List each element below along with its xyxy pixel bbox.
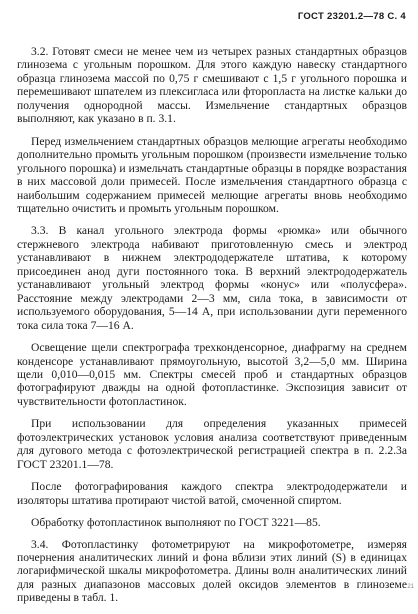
paragraph-plate-processing: Обработку фотопластинок выполняют по ГОСТ 3221—85.	[31, 516, 321, 530]
paragraph-3-4: 3.4. Фотопластинку фотометрируют на микрофотометре, измеряя почернения аналитических линий и фона вблизи этих линий (S) в единицах логарифмической шкалы микрофотометра. Длины волн аналитических линий для разных диапазонов массовых долей оксидов элементов в глиноземе приведены в табл. 1.	[17, 537, 407, 605]
page-header: ГОСТ 23201.2—78 С. 4	[297, 11, 406, 22]
corner-mark: 21	[407, 584, 414, 590]
body-text	[17, 45, 407, 614]
paragraph-after-photographing: После фотографирования каждого спектра электрододержатели и изоляторы штатива протирают чистой ватой, смоченной спиртом.	[17, 480, 407, 507]
paragraph-grinding-cleaning: Перед измельчением стандартных образцов мелющие агрегаты необходимо дополнительно промыть угольным порошком (произвести измельчение только угольного порошка) и измельчать стандартные образцы в порядке возрастания в них массовой доли примесей. После измельчения стандартного образца с наибольшим содержанием примесей мелющие агрегаты вновь необходимо тщательно очистить и промыть угольным порошком.	[17, 134, 407, 215]
paragraph-photoelectric: При использовании для определения указанных примесей фотоэлектрических установок условия анализа соответствуют приведенным для дугового метода с фотоэлектрической регистрацией спектра в п. 2.2.3а ГОСТ 23201.1—78.	[17, 417, 407, 471]
paragraph-3-2: 3.2. Готовят смеси не менее чем из четырех разных стандартных образцов глинозема с угольным порошком. Для этого каждую навеску стандартного образца глинозема массой по 0,75 г смешивают с 1,5 г угольного порошка и перемешивают шпателем из плексигласа или фторопласта на листке кальки до получения однородной массы. Измельчение стандартных образцов выполняют, как указано в п. 3.1.	[17, 45, 407, 126]
paragraph-slit-illumination: Освещение щели спектрографа трехконденсорное, диафрагму на среднем конденсоре устанавливают прямоугольную, высотой 3,2—5,0 мм. Ширина щели 0,010—0,015 мм. Спектры смесей проб и стандартных образцов фотографируют дважды на одной фотопластинке. Экспозиция зависит от чувствительности фотопластинок.	[17, 341, 407, 408]
paragraph-3-3: 3.3. В канал угольного электрода формы «рюмка» или обычного стержневого электрода набивают приготовленную смесь и электрод устанавливают в нижнем электрододержателе штатива, к которому присоединен анод дуги постоянного тока. В верхний электрододержатель устанавливают угольный электрод формы «конус» или «полусфера». Расстояние между электродами 2—3 мм, сила тока, в зависимости от используемого оборудования, 5—14 А, при использовании дуги переменного тока сила тока 7—16 А.	[17, 224, 407, 332]
